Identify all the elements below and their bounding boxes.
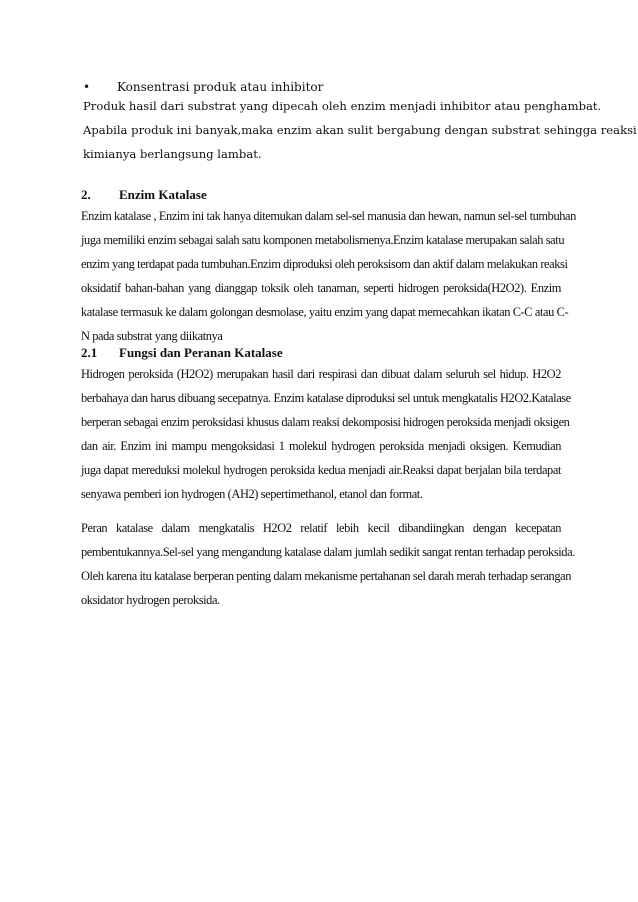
paragraph-line: Peran katalase dalam mengkatalis H2O2 relatif lebih kecil dibandiingkan dengan kecepatan — [81, 521, 561, 535]
section21-paragraph — [81, 362, 571, 507]
intro-paragraph — [83, 94, 637, 166]
section2-paragraph — [81, 204, 576, 349]
bullet-text: Konsentrasi produk atau inhibitor — [117, 80, 324, 94]
bullet-dot-icon: • — [83, 80, 91, 94]
paragraph-line: enzim yang terdapat pada tumbuhan.Enzim diproduksi oleh peroksisom dan aktif dalam melakukan reaksi — [81, 257, 568, 272]
paragraph-line: senyawa pemberi ion hydrogen (AH2) sepertimethanol, etanol dan format. — [81, 487, 423, 502]
section-title: Enzim Katalase — [119, 187, 207, 202]
section-heading-2-1 — [81, 345, 283, 361]
section-number: 2. — [81, 187, 91, 202]
section-heading-2 — [81, 187, 207, 203]
section-title: Fungsi dan Peranan Katalase — [119, 345, 283, 360]
peran-paragraph — [81, 516, 575, 612]
paragraph-line: pembentukannya.Sel-sel yang mengandung katalase dalam jumlah sedikit sangat rentan terhadap peroksida. — [81, 545, 575, 560]
section-number: 2.1 — [81, 345, 98, 360]
paragraph-line: berbahaya dan harus dibuang secepatnya. Enzim katalase diproduksi sel untuk mengkatalis H2O2.Katalase — [81, 391, 571, 406]
intro-line: Apabila produk ini banyak,maka enzim akan sulit bergabung dengan substrat sehingga reaksi — [83, 123, 637, 137]
intro-line: kimianya berlangsung lambat. — [83, 147, 262, 161]
paragraph-line: juga dapat mereduksi molekul hydrogen peroksida kedua menjadi air.Reaksi dapat berjalan bila terdapat — [81, 463, 561, 478]
paragraph-line: oksidatif bahan-bahan yang dianggap toksik oleh tanaman, seperti hidrogen peroksida(H2O2). Enzim — [81, 281, 561, 296]
paragraph-line: Enzim katalase , Enzim ini tak hanya ditemukan dalam sel-sel manusia dan hewan, namun sel-sel tumbuhan — [81, 209, 576, 223]
intro-line: Produk hasil dari substrat yang dipecah oleh enzim menjadi inhibitor atau penghambat. — [83, 99, 602, 113]
paragraph-line: katalase termasuk ke dalam golongan desmolase, yaitu enzim yang dapat memecahkan ikatan C-C atau C- — [81, 305, 569, 320]
paragraph-line: berperan sebagai enzim peroksidasi khusus dalam reaksi dekomposisi hidrogen peroksida menjadi oksigen — [81, 415, 570, 430]
paragraph-line: oksidator hydrogen peroksida. — [81, 593, 220, 608]
paragraph-line: N pada substrat yang diikatnya — [81, 329, 223, 344]
paragraph-line: Oleh karena itu katalase berperan penting dalam mekanisme pertahanan sel darah merah terhadap serangan — [81, 569, 572, 584]
paragraph-line: Hidrogen peroksida (H2O2) merupakan hasil dari respirasi dan dibuat dalam seluruh sel hidup. H2O2 — [81, 367, 561, 381]
paragraph-line: dan air. Enzim ini mampu mengoksidasi 1 molekul hydrogen peroksida menjadi oksigen. Kemudian — [81, 439, 561, 454]
paragraph-line: juga memiliki enzim sebagai salah satu komponen metabolismenya.Enzim katalase merupakan salah satu — [81, 233, 565, 248]
